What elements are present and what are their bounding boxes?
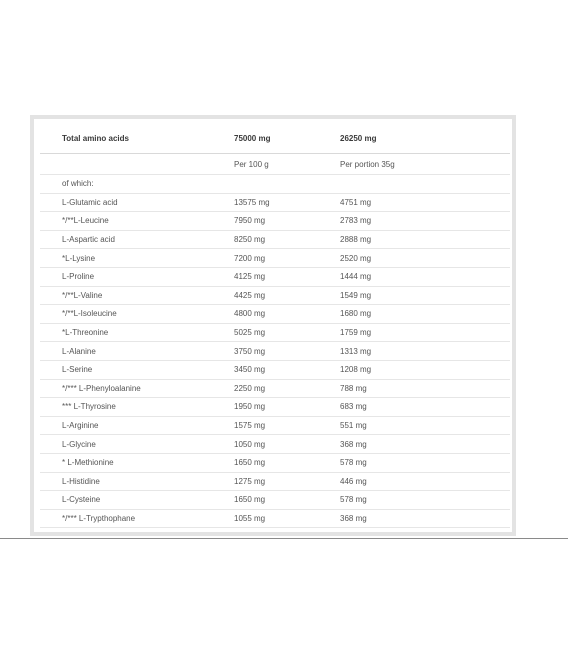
amino-acid-per100: 7200 mg xyxy=(232,249,338,268)
header-total-per100: 75000 mg xyxy=(232,124,338,154)
table-row xyxy=(40,212,510,231)
table-row xyxy=(40,193,510,212)
amino-acid-per-portion: 1208 mg xyxy=(338,360,510,379)
table-row xyxy=(40,472,510,491)
amino-acid-per100: 1275 mg xyxy=(232,472,338,491)
amino-acid-per-portion: 2783 mg xyxy=(338,212,510,231)
amino-acid-per100: 4800 mg xyxy=(232,305,338,324)
units-per-portion: Per portion 35g xyxy=(338,154,510,175)
amino-acid-name: */**L-Isoleucine xyxy=(40,305,232,324)
section-empty-cell xyxy=(338,175,510,194)
amino-acid-per-portion: 1444 mg xyxy=(338,267,510,286)
amino-acid-name: L-Alanine xyxy=(40,342,232,361)
amino-acid-per100: 3450 mg xyxy=(232,360,338,379)
amino-acid-table-frame xyxy=(30,115,516,536)
table-row xyxy=(40,342,510,361)
amino-acid-per100: 8250 mg xyxy=(232,230,338,249)
amino-acid-per100: 1650 mg xyxy=(232,453,338,472)
amino-acid-table xyxy=(40,124,510,528)
amino-acid-per-portion: 578 mg xyxy=(338,491,510,510)
amino-acid-per-portion: 578 mg xyxy=(338,453,510,472)
amino-acid-per100: 1650 mg xyxy=(232,491,338,510)
units-per100: Per 100 g xyxy=(232,154,338,175)
amino-acid-per-portion: 1680 mg xyxy=(338,305,510,324)
amino-acid-name: L-Cysteine xyxy=(40,491,232,510)
amino-acid-name: L-Histidine xyxy=(40,472,232,491)
horizontal-divider xyxy=(0,538,568,539)
section-empty-cell xyxy=(232,175,338,194)
amino-acid-per-portion: 4751 mg xyxy=(338,193,510,212)
table-row xyxy=(40,416,510,435)
amino-acid-per100: 1950 mg xyxy=(232,398,338,417)
table-row xyxy=(40,267,510,286)
amino-acid-per100: 4425 mg xyxy=(232,286,338,305)
amino-acid-name: L-Proline xyxy=(40,267,232,286)
header-total-label: Total amino acids xyxy=(40,124,232,154)
amino-acid-per-portion: 551 mg xyxy=(338,416,510,435)
amino-acid-name: *** L-Thyrosine xyxy=(40,398,232,417)
table-row xyxy=(40,305,510,324)
units-empty-cell xyxy=(40,154,232,175)
table-row xyxy=(40,509,510,528)
amino-acid-name: L-Glutamic acid xyxy=(40,193,232,212)
amino-acid-per-portion: 2888 mg xyxy=(338,230,510,249)
table-row xyxy=(40,453,510,472)
amino-acid-name: */*** L-Trypthophane xyxy=(40,509,232,528)
table-row xyxy=(40,230,510,249)
table-row xyxy=(40,398,510,417)
table-row xyxy=(40,435,510,454)
amino-acid-per-portion: 446 mg xyxy=(338,472,510,491)
amino-acid-name: L-Serine xyxy=(40,360,232,379)
amino-acid-per100: 1575 mg xyxy=(232,416,338,435)
amino-acid-per-portion: 1313 mg xyxy=(338,342,510,361)
section-row xyxy=(40,175,510,194)
amino-acid-per-portion: 368 mg xyxy=(338,435,510,454)
units-row xyxy=(40,154,510,175)
table-row xyxy=(40,360,510,379)
amino-acid-per-portion: 2520 mg xyxy=(338,249,510,268)
amino-acid-per100: 1055 mg xyxy=(232,509,338,528)
table-row xyxy=(40,286,510,305)
amino-acid-per-portion: 1549 mg xyxy=(338,286,510,305)
amino-acid-name: */**L-Leucine xyxy=(40,212,232,231)
amino-acid-per100: 5025 mg xyxy=(232,323,338,342)
section-label: of which: xyxy=(40,175,232,194)
amino-acid-per-portion: 788 mg xyxy=(338,379,510,398)
amino-acid-per100: 1050 mg xyxy=(232,435,338,454)
table-row xyxy=(40,323,510,342)
amino-acid-per100: 13575 mg xyxy=(232,193,338,212)
amino-acid-name: * L-Methionine xyxy=(40,453,232,472)
amino-acid-per-portion: 1759 mg xyxy=(338,323,510,342)
amino-acid-per100: 7950 mg xyxy=(232,212,338,231)
table-header-row xyxy=(40,124,510,154)
amino-acid-per100: 2250 mg xyxy=(232,379,338,398)
table-row xyxy=(40,491,510,510)
amino-acid-per100: 3750 mg xyxy=(232,342,338,361)
header-total-per-portion: 26250 mg xyxy=(338,124,510,154)
amino-acid-per-portion: 368 mg xyxy=(338,509,510,528)
amino-acid-name: */*** L-Phenyloalanine xyxy=(40,379,232,398)
amino-acid-name: L-Aspartic acid xyxy=(40,230,232,249)
amino-acid-name: */**L-Valine xyxy=(40,286,232,305)
amino-acid-per100: 4125 mg xyxy=(232,267,338,286)
table-row xyxy=(40,249,510,268)
amino-acid-name: L-Arginine xyxy=(40,416,232,435)
amino-acid-per-portion: 683 mg xyxy=(338,398,510,417)
amino-acid-name: *L-Threonine xyxy=(40,323,232,342)
amino-acid-name: L-Glycine xyxy=(40,435,232,454)
amino-acid-name: *L-Lysine xyxy=(40,249,232,268)
table-row xyxy=(40,379,510,398)
